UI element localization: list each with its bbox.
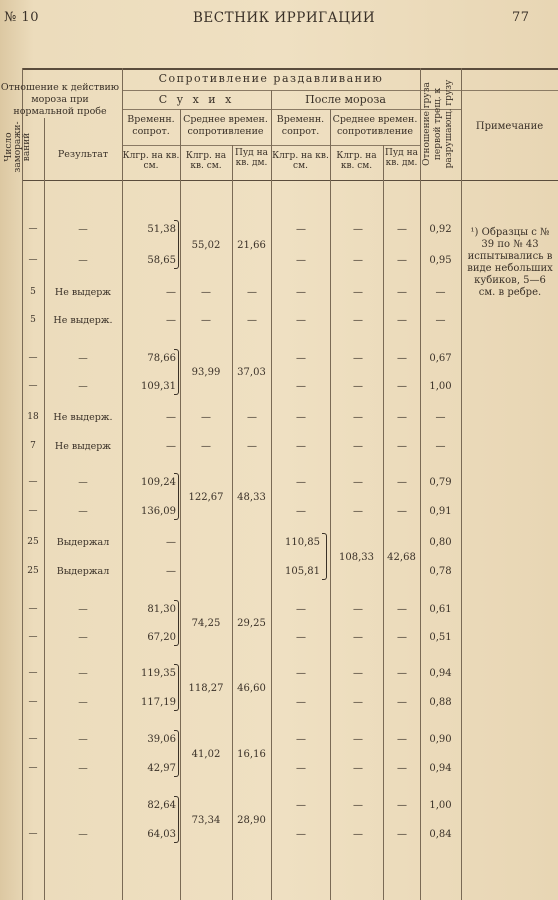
frost-temp-resist-header: Временн. сопрот. [276,114,325,137]
row-ratio: 0,61 [429,604,452,615]
frost-avg-dash: — [353,412,363,423]
frost-pud-dash: — [397,287,407,298]
row-count: — [28,734,38,744]
frost-pud-dash: — [397,668,407,679]
row-result: — [78,224,88,235]
frost-dash: — [296,381,306,392]
row-ratio: 0,84 [429,829,452,840]
row-count: 18 [27,412,39,422]
row-result: Не выдерж [54,287,112,298]
frost-pud-dash: — [397,353,407,364]
row-dry-resist: 81,30 [147,604,176,615]
unit-pud-header-2: Пуд на кв. дм. [385,148,418,168]
row-frost-resist: 110,85 [285,537,320,548]
frost-avg-dash: — [353,697,363,708]
row-ratio: 0,88 [429,697,452,708]
avg-pud: 37,03 [237,367,266,378]
row-count: — [28,353,38,363]
row-result: — [78,381,88,392]
row-ratio: 1,00 [429,381,452,392]
row-result: — [78,506,88,517]
row-count: 25 [27,537,39,547]
row-count: — [28,763,38,773]
row-dry-resist: — [166,412,176,423]
bracket [174,600,179,646]
frost-dash: — [296,697,306,708]
frost-avg-dash: — [353,353,363,364]
page-number: 77 [512,10,530,25]
frost-avg-dash: — [353,224,363,235]
frost-pud-dash: — [397,412,407,423]
row-ratio: — [435,412,446,423]
row-ratio: 0,90 [429,734,452,745]
row-ratio: 0,80 [429,537,452,548]
row-dry-resist: — [166,441,176,452]
row-count: — [28,381,38,391]
frost-dash: — [296,668,306,679]
row-count: — [28,604,38,614]
frost-avg-dash: — [353,734,363,745]
resistance-group-header: Сопротивление раздавливанию [158,72,384,85]
frost-pud-dash: — [397,255,407,266]
row-result: Не выдерж [54,441,112,452]
bracket [174,664,179,711]
row-result: — [78,829,88,840]
row-dry-resist: — [166,566,176,577]
bracket [174,730,179,777]
frost-avg-dash: — [353,315,363,326]
row-ratio: — [435,315,446,326]
row-result: Выдержал [56,537,110,548]
row-count: — [28,224,38,234]
row-dry-resist: 42,97 [147,763,176,774]
frost-pud-dash: — [397,224,407,235]
frost-pud-dash: — [397,829,407,840]
unit-kg-header-1: Клгр. на кв. см. [122,151,180,171]
frost-dash: — [296,506,306,517]
avg-dash: — [201,441,211,452]
row-count: — [28,668,38,678]
unit-kg-header-3: Клгр. на кв. см. [272,151,329,171]
frost-dash: — [296,412,306,423]
row-result: Не выдерж. [53,412,113,423]
result-column-header: Результат [57,149,109,160]
after-frost-group-header: После мороза [305,93,386,106]
row-result: Выдержал [56,566,110,577]
pud-dash: — [247,287,257,298]
frost-avg-dash: — [353,829,363,840]
frost-dash: — [296,632,306,643]
frost-pud-dash: — [397,734,407,745]
frost-pud-dash: — [397,506,407,517]
row-ratio: 0,92 [429,224,452,235]
row-dry-resist: 78,66 [147,353,176,364]
row-dry-resist: 39,06 [147,734,176,745]
frost-avg-dash: — [353,255,363,266]
row-count: 7 [30,441,36,451]
row-result: — [78,668,88,679]
unit-pud-header-1: Пуд на кв. дм. [235,148,268,168]
row-count: — [28,697,38,707]
frost-dash: — [296,255,306,266]
notes-column-header: Примечание [475,121,544,132]
row-dry-resist: 51,38 [147,224,176,235]
frost-pud-dash: — [397,604,407,615]
avg-pud: 21,66 [237,240,266,251]
frost-avg-resist-header: Среднее времен. сопротивление [332,114,418,137]
frost-avg-dash: — [353,763,363,774]
row-count: — [28,477,38,487]
frost-dash: — [296,734,306,745]
row-dry-resist: 119,35 [141,668,176,679]
frost-avg-pud: 42,68 [387,552,416,563]
dry-avg-resist-header: Среднее времен. сопротивление [183,114,268,137]
pud-dash: — [247,441,257,452]
row-result: — [78,477,88,488]
frost-avg-dash: — [353,668,363,679]
row-dry-resist: 82,64 [147,800,176,811]
frost-dash: — [296,829,306,840]
row-count: 5 [30,315,36,325]
row-result: — [78,353,88,364]
avg-pud: 16,16 [237,749,266,760]
frost-dash: — [296,353,306,364]
row-frost-resist: 105,81 [285,566,320,577]
row-count: 5 [30,287,36,297]
avg-kg: 118,27 [188,683,224,694]
frost-dash: — [296,441,306,452]
bracket [174,220,179,269]
row-dry-resist: 109,31 [141,381,176,392]
row-count: — [28,506,38,516]
issue-number: № 10 [4,10,39,25]
pud-dash: — [247,412,257,423]
count-column-header: Число заморажи-ваний [4,121,32,173]
frost-pud-dash: — [397,441,407,452]
dry-group-header: С у х и х [158,93,235,106]
ratio-group-header: Отношение к действию мороза при нормальной пробе [0,82,120,117]
row-dry-resist: 117,19 [141,697,176,708]
row-count: — [28,632,38,642]
row-ratio: — [435,441,446,452]
frost-pud-dash: — [397,763,407,774]
row-ratio: 0,78 [429,566,452,577]
bracket [322,533,327,580]
frost-pud-dash: — [397,697,407,708]
row-dry-resist: 58,65 [147,255,176,266]
row-result: — [78,697,88,708]
row-ratio: 0,95 [429,255,452,266]
avg-kg: 55,02 [191,240,221,251]
bracket [174,473,179,520]
avg-kg: 73,34 [191,815,221,826]
row-ratio: — [435,287,446,298]
row-dry-resist: 64,03 [147,829,176,840]
row-result: — [78,604,88,615]
frost-dash: — [296,224,306,235]
frost-avg-dash: — [353,506,363,517]
row-count: 25 [27,566,39,576]
row-dry-resist: — [166,287,176,298]
row-dry-resist: — [166,537,176,548]
row-ratio: 0,79 [429,477,452,488]
row-dry-resist: 67,20 [147,632,176,643]
frost-avg-kg: 108,33 [339,552,374,563]
row-ratio: 1,00 [429,800,452,811]
footnote: ¹) Образцы с № 39 по № 43 испытывались в виде небольших кубиков, 5—6 см. в ребре. [467,227,553,298]
avg-kg: 41,02 [191,749,221,760]
avg-pud: 46,60 [237,683,266,694]
row-dry-resist: 109,24 [141,477,176,488]
row-result: — [78,763,88,774]
frost-avg-dash: — [353,632,363,643]
frost-dash: — [296,604,306,615]
frost-avg-dash: — [353,441,363,452]
frost-avg-dash: — [353,477,363,488]
row-result: — [78,734,88,745]
avg-pud: 48,33 [237,492,266,503]
row-ratio: 0,94 [429,763,452,774]
frost-avg-dash: — [353,381,363,392]
row-dry-resist: — [166,315,176,326]
frost-dash: — [296,477,306,488]
frost-dash: — [296,763,306,774]
avg-dash: — [201,315,211,326]
ratio-column-header: Отношение груза первой трещ. к разрушающ. грузу [422,79,454,169]
unit-kg-header-2: Клгр. на кв. см. [185,151,227,171]
frost-avg-dash: — [353,604,363,615]
row-dry-resist: 136,09 [141,506,176,517]
journal-title: ВЕСТНИК ИРРИГАЦИИ [193,10,376,26]
avg-kg: 74,25 [191,618,221,629]
frost-pud-dash: — [397,632,407,643]
avg-kg: 122,67 [188,492,224,503]
avg-pud: 29,25 [237,618,266,629]
frost-dash: — [296,315,306,326]
frost-dash: — [296,800,306,811]
avg-pud: 28,90 [237,815,266,826]
dry-temp-resist-header: Временн. сопрот. [127,114,175,137]
row-ratio: 0,51 [429,632,452,643]
frost-pud-dash: — [397,800,407,811]
unit-kg-header-4: Клгр. на кв. см. [336,151,377,171]
row-count: — [28,255,38,265]
row-result: — [78,255,88,266]
bracket [174,796,179,843]
frost-pud-dash: — [397,381,407,392]
pud-dash: — [247,315,257,326]
row-result: Не выдерж. [53,315,113,326]
avg-dash: — [201,412,211,423]
bracket [174,349,179,395]
frost-pud-dash: — [397,315,407,326]
row-result: — [78,632,88,643]
frost-avg-dash: — [353,287,363,298]
row-ratio: 0,91 [429,506,452,517]
row-ratio: 0,67 [429,353,452,364]
frost-dash: — [296,287,306,298]
row-count: — [28,829,38,839]
row-ratio: 0,94 [429,668,452,679]
avg-kg: 93,99 [191,367,221,378]
frost-avg-dash: — [353,800,363,811]
avg-dash: — [201,287,211,298]
frost-pud-dash: — [397,477,407,488]
